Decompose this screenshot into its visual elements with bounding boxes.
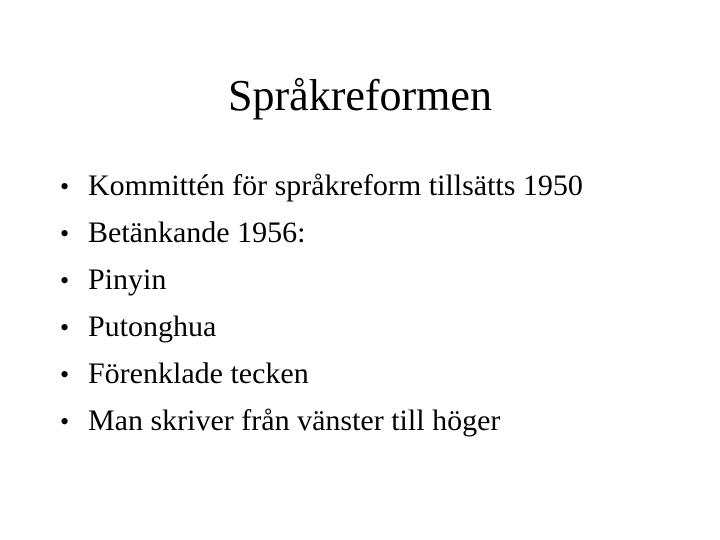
list-item [60, 303, 700, 350]
list-item [60, 209, 700, 256]
bullet-text: Kommittén för språkreform tillsätts 1950 [88, 169, 583, 202]
bullet-icon: • [60, 360, 70, 389]
bullet-text: Man skriver från vänster till höger [88, 404, 501, 437]
bullet-text: Pinyin [88, 263, 167, 296]
list-item [60, 397, 700, 444]
list-item [60, 256, 700, 303]
bullet-icon: • [60, 266, 70, 295]
bullet-icon: • [60, 219, 70, 248]
bullet-icon: • [60, 172, 70, 201]
slide-title: Språkreformen [228, 71, 492, 120]
list-item [60, 162, 700, 209]
bullet-icon: • [60, 407, 70, 436]
bullet-list [60, 162, 700, 444]
list-item [60, 350, 700, 397]
bullet-text: Putonghua [88, 310, 217, 343]
bullet-icon: • [60, 313, 70, 342]
bullet-text: Betänkande 1956: [88, 216, 306, 249]
bullet-text: Förenklade tecken [88, 357, 309, 390]
